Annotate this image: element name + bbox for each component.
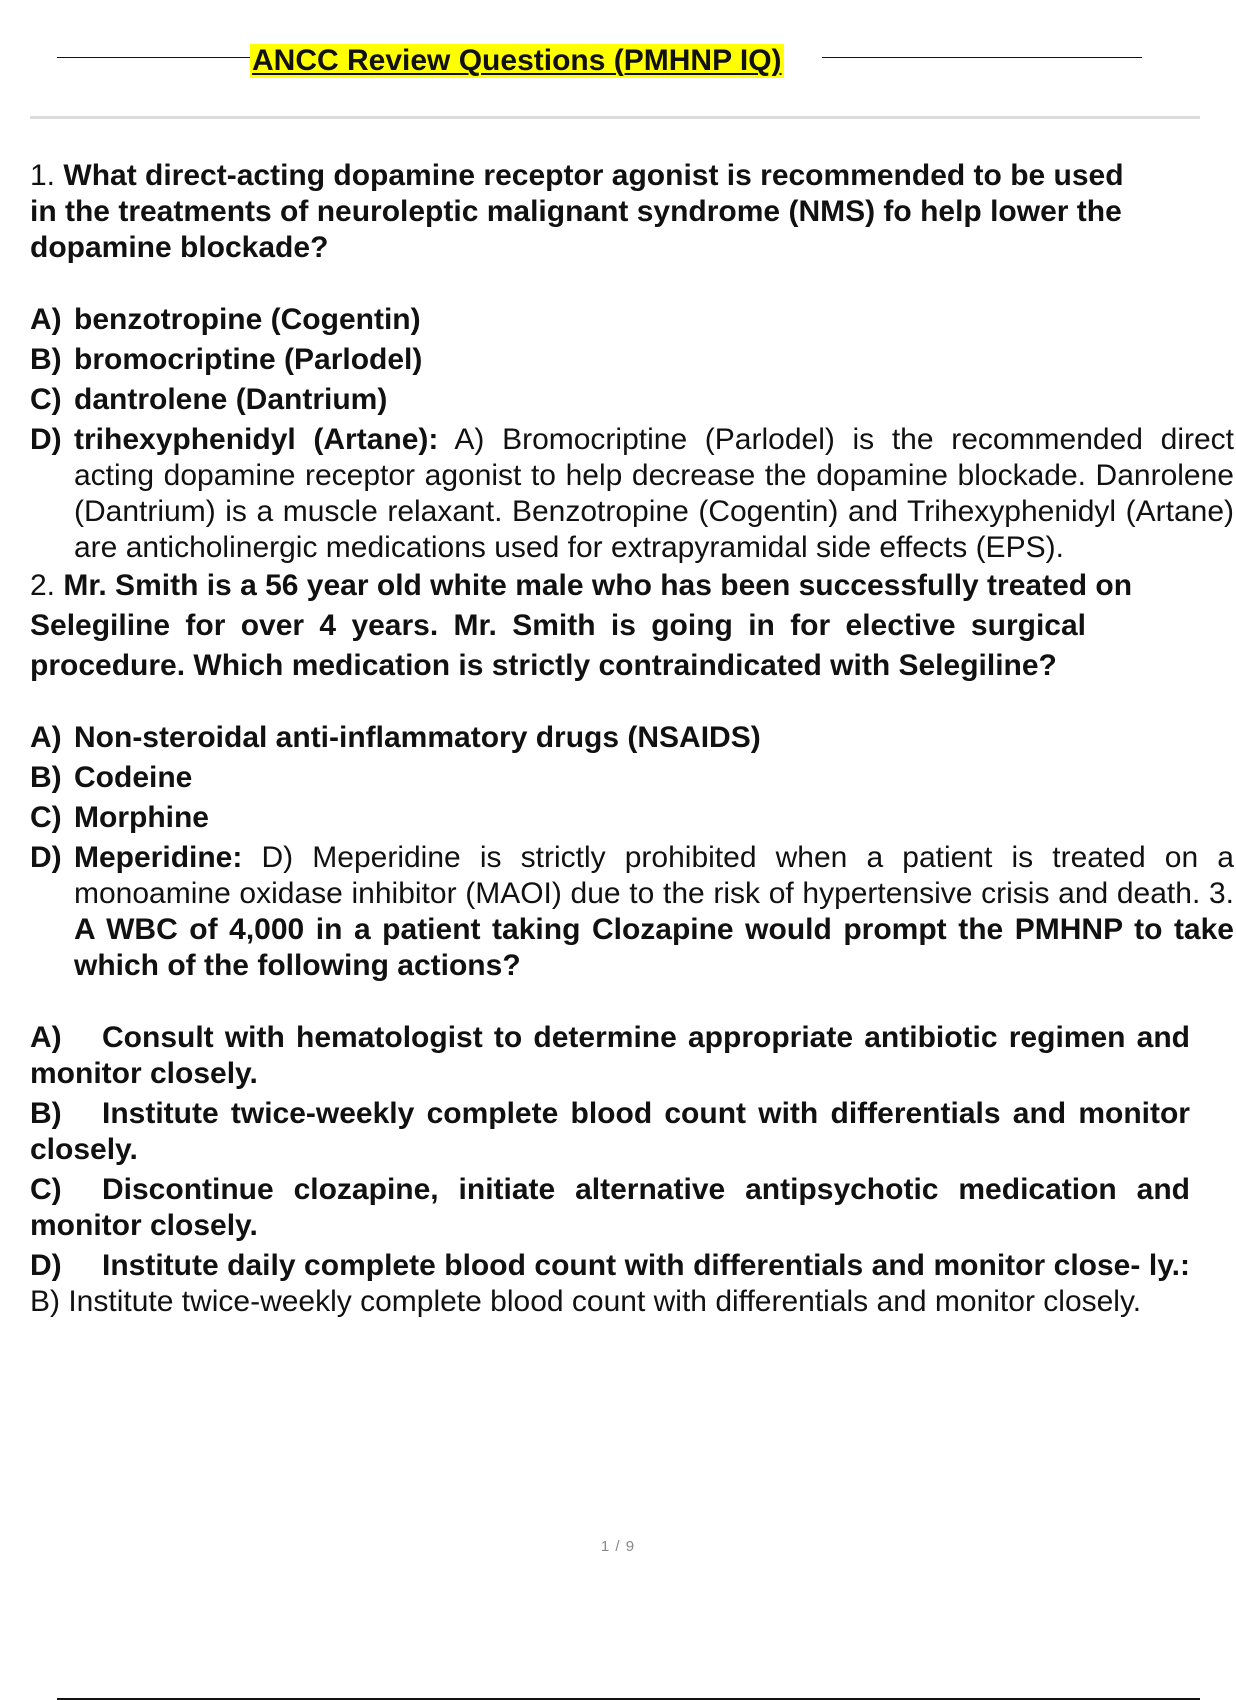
question-text (30, 608, 1230, 644)
header-rule-right (822, 57, 1142, 58)
option-d-with-answer (30, 1248, 1190, 1320)
question-number: 1. (30, 159, 56, 192)
question-3-options (30, 1020, 1230, 1320)
question-line: procedure. Which medication is strictly contraindicated with Selegiline? (30, 649, 1057, 682)
option-text: Institute twice-weekly complete blood count with differentials and monitor closely. (30, 1097, 1190, 1166)
question-3-text: A WBC of 4,000 in a patient taking Clozapine would prompt the PMHNP to take which of the following actions? (74, 913, 1234, 982)
option-a (30, 1020, 1190, 1092)
question-text (30, 158, 1230, 194)
option-letter: B) (30, 343, 62, 376)
answer-explanation: A) Bromocriptine (Parlodel) is the recommended direct acting dopamine receptor agonist to help decrease the dopamine blockade. Danrolene (Dantrium) is a muscle relaxant. Benzotropine (Cogentin) and Trihexyphenidyl (Artane) are anticholinergic medications used for extrapyramidal side effects (EPS). (74, 423, 1234, 564)
option-letter: B) (30, 761, 62, 794)
option-letter: C) (30, 383, 62, 416)
option-c (30, 382, 1230, 418)
option-letter: C) (30, 1173, 62, 1206)
option-text: Codeine (74, 761, 193, 794)
option-letter: C) (30, 801, 62, 834)
question-number: 2. (30, 569, 56, 602)
option-text: Morphine (74, 801, 209, 834)
question-line: in the treatments of neuroleptic malignant syndrome (NMS) fo help lower the (30, 195, 1122, 228)
option-letter: B) (30, 1097, 62, 1130)
option-letter: D) (30, 841, 62, 874)
option-c (30, 800, 1230, 836)
option-text: Meperidine: (74, 841, 243, 874)
option-d-with-answer (30, 422, 1234, 566)
answer-explanation: D) Meperidine is strictly prohibited when a patient is treated on a monoamine oxidase inhibitor (MAOI) due to the risk of hypertensive crisis and death. (74, 841, 1234, 910)
question-text (30, 230, 1230, 266)
option-text: Non-steroidal anti-inflammatory drugs (NSAIDS) (74, 721, 761, 754)
option-b (30, 1096, 1190, 1168)
answer-explanation: B) Institute twice-weekly complete blood count with differentials and monitor closely. (30, 1285, 1142, 1318)
option-text: bromocriptine (Parlodel) (74, 343, 423, 376)
question-content (30, 158, 1235, 1324)
option-letter: A) (30, 1021, 62, 1054)
option-b (30, 760, 1230, 796)
question-1 (30, 158, 1234, 566)
question-line: dopamine blockade? (30, 231, 329, 264)
page-title: ANCC Review Questions (PMHNP IQ) (252, 44, 782, 77)
question-number: 3. (1208, 877, 1235, 910)
option-d-with-answer (30, 840, 1234, 984)
option-letter: A) (30, 303, 62, 336)
question-line: Selegiline for over 4 years. Mr. Smith is going in for elective surgical (30, 609, 1086, 642)
option-text: Discontinue clozapine, initiate alternative antipsychotic medication and monitor closely. (30, 1173, 1190, 1242)
option-text: dantrolene (Dantrium) (74, 383, 388, 416)
question-line: Mr. Smith is a 56 year old white male who has been successfully treated on (63, 569, 1133, 602)
header-divider (30, 116, 1200, 119)
header-rule-left (57, 57, 250, 58)
question-text (30, 194, 1230, 230)
option-c (30, 1172, 1190, 1244)
question-text (30, 568, 1230, 604)
question-2 (30, 568, 1235, 984)
option-a (30, 302, 1230, 338)
option-text: benzotropine (Cogentin) (74, 303, 421, 336)
question-text (30, 648, 1230, 684)
option-b (30, 342, 1230, 378)
option-a (30, 720, 1230, 756)
option-text: trihexyphenidyl (Artane): (74, 423, 439, 456)
option-letter: D) (30, 423, 62, 456)
option-text: Institute daily complete blood count with differentials and monitor close- ly.: (102, 1249, 1190, 1282)
question-line: What direct-acting dopamine receptor agonist is recommended to be used (63, 159, 1124, 192)
option-letter: A) (30, 721, 62, 754)
option-letter: D) (30, 1249, 62, 1282)
page-indicator: 1 / 9 (600, 1538, 636, 1555)
option-text: Consult with hematologist to determine appropriate antibiotic regimen and monitor closely. (30, 1021, 1190, 1090)
